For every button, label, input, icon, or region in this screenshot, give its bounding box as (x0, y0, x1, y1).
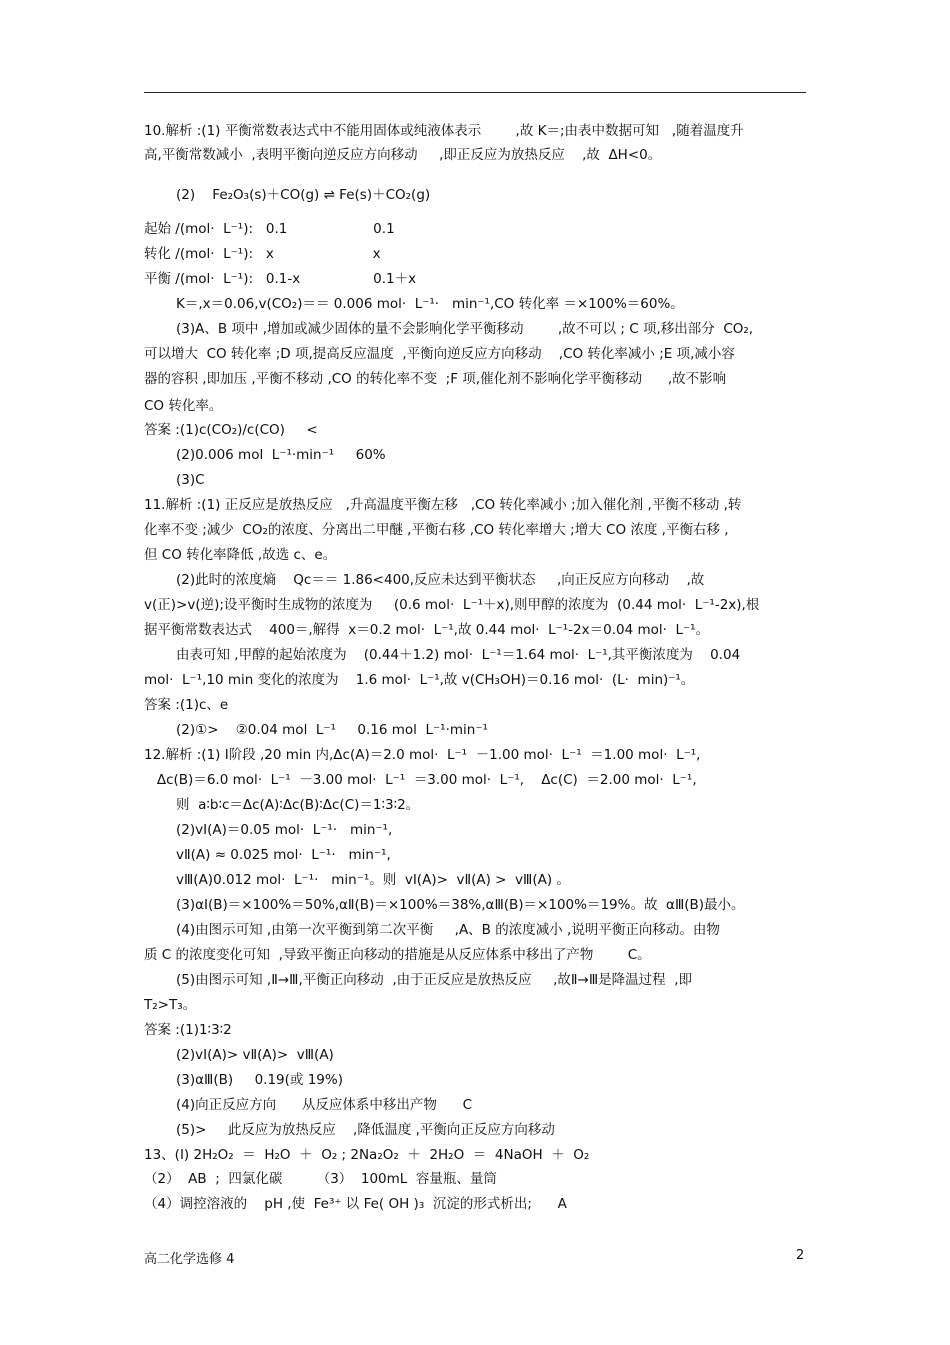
text-line: (2)vⅠ(A)＝0.05 mol· L⁻¹· min⁻¹, (176, 822, 393, 838)
text-line: T₂>T₃。 (144, 997, 197, 1013)
page-number: 2 (796, 1248, 805, 1263)
text-line: (4)由图示可知 ,由第一次平衡到第二次平衡 ,A、B 的浓度减小 ,说明平衡正向移动。由物 (176, 922, 720, 938)
text-line: v(正)>v(逆);设平衡时生成物的浓度为 (0.6 mol· L⁻¹＋x),则甲醇的浓度为 (0.44 mol· L⁻¹-2x),根 (144, 597, 760, 613)
text-line: 可以增大 CO 转化率 ;D 项,提高反应温度 ,平衡向逆反应方向移动 ,CO 转化率减小 ;E 项,减小容 (144, 346, 735, 362)
text-line: (2)0.006 mol L⁻¹·min⁻¹ 60% (176, 447, 386, 463)
text-line: (3)αⅠ(B)＝×100%＝50%,αⅡ(B)＝×100%＝38%,αⅢ(B)＝×100%＝19%。故 αⅢ(B)最小。 (176, 897, 745, 913)
header-rule (144, 92, 806, 93)
text-line: (3)C (176, 472, 205, 488)
text-line: K＝,x＝0.06,v(CO₂)＝＝ 0.006 mol· L⁻¹· min⁻¹,CO 转化率 ＝×100%＝60%。 (176, 296, 684, 312)
text-line: 由表可知 ,甲醇的起始浓度为 (0.44＋1.2) mol· L⁻¹＝1.64 mol· L⁻¹,其平衡浓度为 0.04 (176, 647, 741, 663)
text-line: 高,平衡常数减小 ,表明平衡向逆反应方向移动 ,即正反应为放热反应 ,故 ΔH<0。 (144, 147, 662, 163)
text-line: 13、(Ⅰ) 2H₂O₂ ＝ H₂O ＋ O₂ ; 2Na₂O₂ ＋ 2H₂O ＝ 4NaOH ＋ O₂ (144, 1147, 590, 1163)
text-line: (2) Fe₂O₃(s)＋CO(g) ⇌ Fe(s)＋CO₂(g) (176, 187, 431, 203)
text-line: 12.解析 :(1) Ⅰ阶段 ,20 min 内,Δc(A)＝2.0 mol· L⁻¹ －1.00 mol· L⁻¹ ＝1.00 mol· L⁻¹, (144, 747, 701, 763)
text-line: 起始 /(mol· L⁻¹): 0.1 0.1 (144, 221, 395, 237)
text-line: 10.解析 :(1) 平衡常数表达式中不能用固体或纯液体表示 ,故 K＝;由表中数据可知 ,随着温度升 (144, 123, 744, 139)
text-line: 答案 :(1)1∶3∶2 (144, 1022, 232, 1038)
text-line: 质 C 的浓度变化可知 ,导致平衡正向移动的措施是从反应体系中移出了产物 C。 (144, 947, 651, 963)
text-line: (2)vⅠ(A)> vⅡ(A)> vⅢ(A) (176, 1047, 334, 1063)
text-line: 化率不变 ;减少 CO₂的浓度、分离出二甲醚 ,平衡右移 ,CO 转化率增大 ;增大 CO 浓度 ,平衡右移 , (144, 522, 729, 538)
text-line: 11.解析 :(1) 正反应是放热反应 ,升高温度平衡左移 ,CO 转化率减小 ;加入催化剂 ,平衡不移动 ,转 (144, 497, 742, 513)
text-line: (3)αⅢ(B) 0.19(或 19%) (176, 1072, 343, 1088)
text-line: （4）调控溶液的 pH ,使 Fe³⁺ 以 Fe( OH )₃ 沉淀的形式析出; A (144, 1196, 567, 1212)
text-line: 平衡 /(mol· L⁻¹): 0.1-x 0.1＋x (144, 271, 417, 287)
text-line: (5)> 此反应为放热反应 ,降低温度 ,平衡向正反应方向移动 (176, 1122, 555, 1138)
text-line: 答案 :(1)c(CO₂)/c(CO) < (144, 422, 318, 438)
text-line: mol· L⁻¹,10 min 变化的浓度为 1.6 mol· L⁻¹,故 v(CH₃OH)＝0.16 mol· (L· min)⁻¹。 (144, 672, 695, 688)
text-line: 则 a∶b∶c＝Δc(A)∶Δc(B)∶Δc(C)＝1∶3∶2。 (176, 797, 420, 813)
text-line: vⅡ(A) ≈ 0.025 mol· L⁻¹· min⁻¹, (176, 847, 391, 863)
text-line: 转化 /(mol· L⁻¹): x x (144, 246, 381, 262)
footer-label: 高二化学选修 4 (144, 1252, 235, 1267)
text-line: 但 CO 转化率降低 ,故选 c、e。 (144, 547, 337, 563)
text-line: (2)此时的浓度熵 Qc＝＝ 1.86<400,反应未达到平衡状态 ,向正反应方向移动 ,故 (176, 572, 705, 588)
text-line: (2)①> ②0.04 mol L⁻¹ 0.16 mol L⁻¹·min⁻¹ (176, 722, 488, 738)
text-line: （2） AB ; 四氯化碳 （3） 100mL 容量瓶、量筒 (144, 1171, 497, 1187)
text-line: 答案 :(1)c、e (144, 697, 229, 713)
text-line: (5)由图示可知 ,Ⅱ→Ⅲ,平衡正向移动 ,由于正反应是放热反应 ,故Ⅱ→Ⅲ是降温过程 ,即 (176, 972, 693, 988)
text-line: vⅢ(A)0.012 mol· L⁻¹· min⁻¹。则 vⅠ(A)> vⅡ(A) > vⅢ(A) 。 (176, 872, 570, 888)
text-line: Δc(B)＝6.0 mol· L⁻¹ －3.00 mol· L⁻¹ ＝3.00 mol· L⁻¹, Δc(C) ＝2.00 mol· L⁻¹, (144, 772, 697, 788)
text-line: 器的容积 ,即加压 ,平衡不移动 ,CO 的转化率不变 ;F 项,催化剂不影响化学平衡移动 ,故不影响 (144, 371, 727, 387)
text-line: (3)A、B 项中 ,增加或减少固体的量不会影响化学平衡移动 ,故不可以 ; C 项,移出部分 CO₂, (176, 321, 754, 337)
text-line: 据平衡常数表达式 400＝,解得 x＝0.2 mol· L⁻¹,故 0.44 mol· L⁻¹-2x＝0.04 mol· L⁻¹。 (144, 622, 710, 638)
text-line: (4)向正反应方向 从反应体系中移出产物 C (176, 1097, 473, 1113)
text-line: CO 转化率。 (144, 398, 223, 414)
